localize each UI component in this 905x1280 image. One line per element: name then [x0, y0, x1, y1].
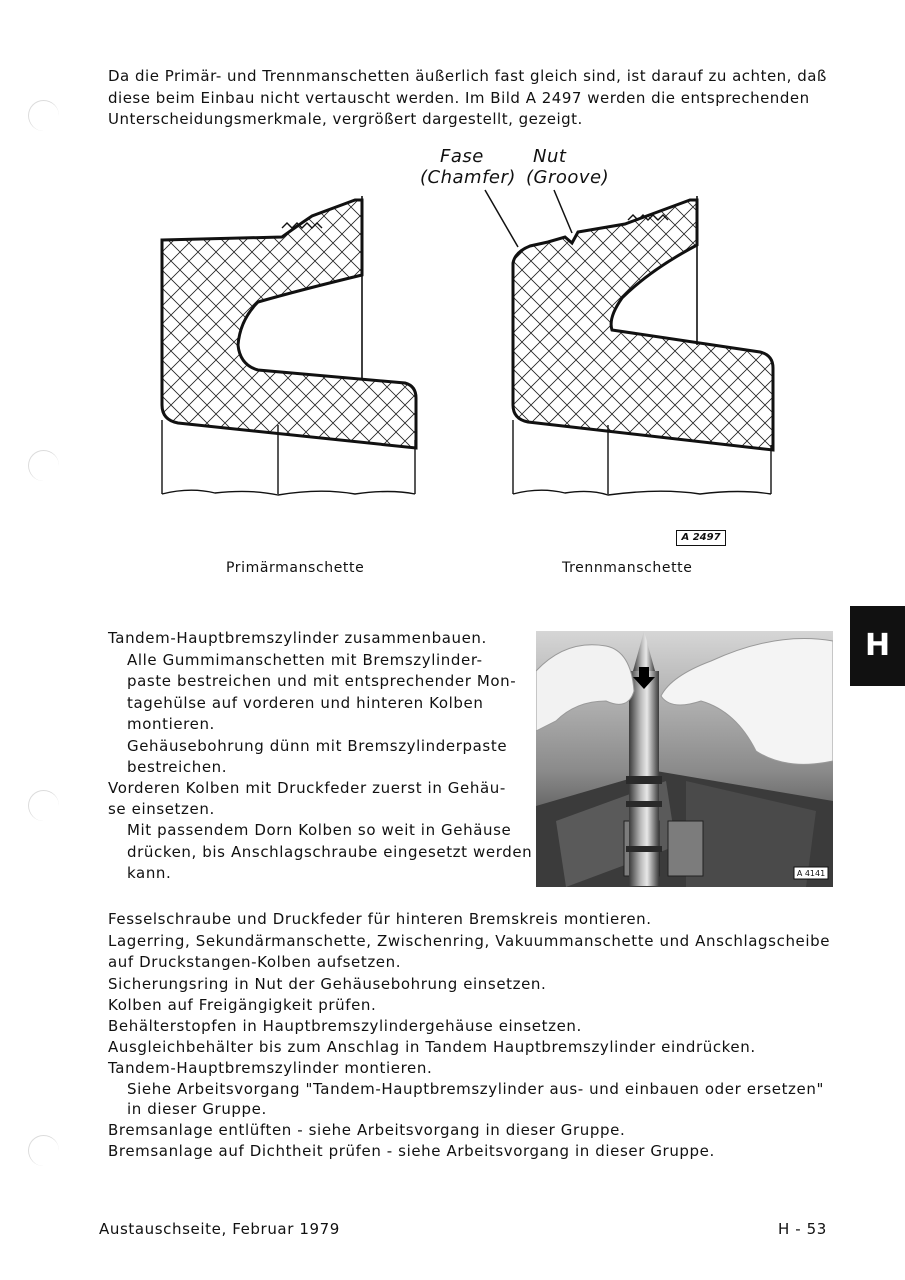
step-line: Alle Gummimanschetten mit Bremszylinder- — [127, 651, 483, 669]
step-line: Bremsanlage entlüften - siehe Arbeitsvorgang in dieser Gruppe. — [108, 1121, 626, 1139]
punch-hole-mark — [28, 790, 59, 821]
step-line: Gehäusebohrung dünn mit Bremszylinderpaste — [127, 737, 508, 755]
step-line: Tandem-Hauptbremszylinder zusammenbauen. — [108, 629, 487, 647]
caption-separating-seal: Trennmanschette — [562, 560, 693, 576]
step-line: Bremsanlage auf Dichtheit prüfen - siehe Arbeitsvorgang in dieser Gruppe. — [108, 1142, 715, 1160]
section-tab: H — [850, 606, 905, 686]
step-line: Siehe Arbeitsvorgang "Tandem-Hauptbremszylinder aus- und einbauen oder ersetzen" — [127, 1080, 824, 1098]
step-line: paste bestreichen und mit entsprechender Mon- — [127, 672, 517, 690]
intro-line: diese beim Einbau nicht vertauscht werden. Im Bild A 2497 werden die entsprechenden — [108, 88, 810, 107]
step-line: Behälterstopfen in Hauptbremszylindergehäuse einsetzen. — [108, 1017, 582, 1035]
separating-seal-section — [513, 200, 773, 450]
label-fase: Fase — [440, 146, 484, 167]
step-line: Sicherungsring in Nut der Gehäusebohrung einsetzen. — [108, 975, 547, 993]
figure-code: A 2497 — [676, 530, 726, 546]
intro-line: Unterscheidungsmerkmale, vergrößert dargestellt, gezeigt. — [108, 110, 583, 128]
step-line: auf Druckstangen-Kolben aufsetzen. — [108, 953, 402, 971]
leader-line-fase — [485, 190, 518, 247]
label-nut: Nut — [533, 146, 567, 167]
step-line: se einsetzen. — [108, 800, 215, 818]
intro-line: Da die Primär- und Trennmanschetten äußerlich fast gleich sind, ist darauf zu achten, daß — [108, 67, 827, 85]
step-line: drücken, bis Anschlagschraube eingesetzt werden — [127, 843, 533, 861]
step-line: Mit passendem Dorn Kolben so weit in Gehäuse — [127, 821, 512, 839]
step-line: Ausgleichbehälter bis zum Anschlag in Tandem Hauptbremszylinder eindrücken. — [108, 1038, 756, 1056]
step-line: in dieser Gruppe. — [127, 1100, 267, 1118]
label-chamfer: (Chamfer) — [420, 167, 516, 188]
footer-page-number: H - 53 — [778, 1220, 827, 1238]
punch-hole-mark — [28, 100, 59, 131]
step-line: montieren. — [127, 715, 215, 733]
step-line: kann. — [127, 864, 172, 882]
step-line: tagehülse auf vorderen und hinteren Kolben — [127, 694, 484, 712]
step-line: Vorderen Kolben mit Druckfeder zuerst in Gehäu- — [108, 779, 506, 797]
step-line: Lagerring, Sekundärmanschette, Zwischenring, Vakuummanschette und Anschlagscheibe — [108, 932, 831, 950]
punch-hole-mark — [28, 1135, 59, 1166]
caption-primary-seal: Primärmanschette — [226, 560, 365, 576]
separating-seal-drawing — [513, 196, 773, 495]
primary-seal-drawing — [162, 196, 416, 495]
step-line: Tandem-Hauptbremszylinder montieren. — [108, 1059, 433, 1077]
step-line: Fesselschraube und Druckfeder für hinteren Bremskreis montieren. — [108, 910, 652, 928]
primary-seal-section — [162, 200, 416, 448]
step-line: Kolben auf Freigängigkeit prüfen. — [108, 996, 377, 1014]
punch-hole-mark — [28, 450, 59, 481]
photo-code: A 4141 — [796, 869, 826, 878]
leader-line-nut — [554, 190, 572, 233]
intro-paragraph — [108, 66, 827, 131]
footer-date: Austauschseite, Februar 1979 — [99, 1220, 340, 1238]
label-groove: (Groove) — [526, 167, 610, 188]
assembly-photo — [536, 631, 833, 887]
step-line: bestreichen. — [127, 758, 228, 776]
